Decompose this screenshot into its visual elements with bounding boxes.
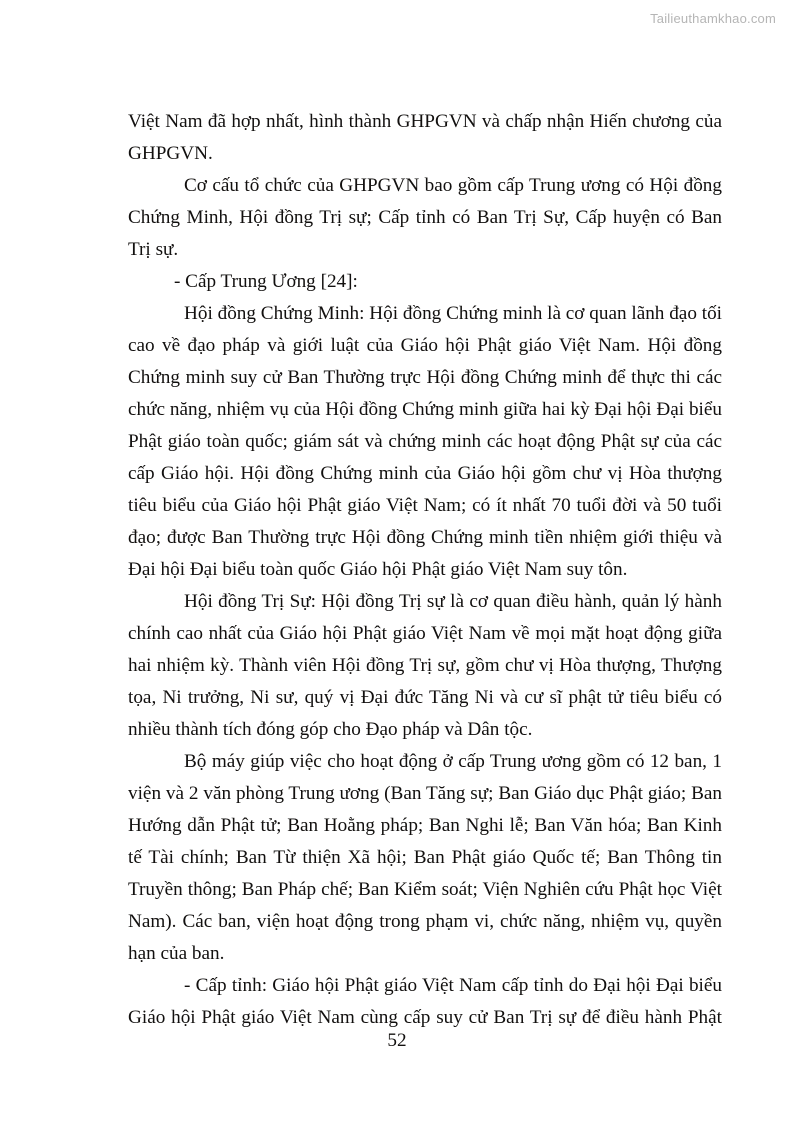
page-body-text [128, 106, 722, 1034]
paragraph-cap-tinh: - Cấp tỉnh: Giáo hội Phật giáo Việt Nam cấp tỉnh do Đại hội Đại biểu Giáo hội Phật giáo Việt Nam cùng cấp suy cử Ban Trị sự để điều hành Phật [128, 975, 722, 1028]
paragraph-ghpgvn-hop-nhat: Việt Nam đã hợp nhất, hình thành GHPGVN và chấp nhận Hiến chương của GHPGVN. [128, 111, 722, 164]
watermark-text: Tailieuthamkhao.com [650, 11, 776, 26]
page-number: 52 [387, 1030, 407, 1051]
paragraph-hoi-dong-tri-su: Hội đồng Trị Sự: Hội đồng Trị sự là cơ quan điều hành, quản lý hành chính cao nhất của Giáo hội Phật giáo Việt Nam về mọi mặt hoạt động giữa hai nhiệm kỳ. Thành viên Hội đồng Trị sự, gồm chư vị Hòa thượng, Thượng tọa, Ni trưởng, Ni sư, quý vị Đại đức Tăng Ni và cư sĩ phật tử tiêu biểu có nhiều thành tích đóng góp cho Đạo pháp và Dân tộc. [128, 591, 722, 740]
paragraph-cap-trung-uong-heading: - Cấp Trung Ương [24]: [174, 271, 358, 292]
paragraph-hoi-dong-chung-minh: Hội đồng Chứng Minh: Hội đồng Chứng minh là cơ quan lãnh đạo tối cao về đạo pháp và giới luật của Giáo hội Phật giáo Việt Nam. Hội đồng Chứng minh suy cử Ban Thường trực Hội đồng Chứng minh để thực thi các chức năng, nhiệm vụ của Hội đồng Chứng minh giữa hai kỳ Đại hội Đại biểu Phật giáo toàn quốc; giám sát và chứng minh các hoạt động Phật sự của các cấp Giáo hội. Hội đồng Chứng minh của Giáo hội gồm chư vị Hòa thượng tiêu biểu của Giáo hội Phật giáo Việt Nam; có ít nhất 70 tuổi đời và 50 tuổi đạo; được Ban Thường trực Hội đồng Chứng minh tiền nhiệm giới thiệu và Đại hội Đại biểu toàn quốc Giáo hội Phật giáo Việt Nam suy tôn. [128, 303, 722, 580]
paragraph-co-cau-to-chuc: Cơ cấu tổ chức của GHPGVN bao gồm cấp Trung ương có Hội đồng Chứng Minh, Hội đồng Trị sự; Cấp tỉnh có Ban Trị Sự, Cấp huyện có Ban Trị sự. [128, 175, 722, 260]
paragraph-bo-may-giup-viec: Bộ máy giúp việc cho hoạt động ở cấp Trung ương gồm có 12 ban, 1 viện và 2 văn phòng Trung ương (Ban Tăng sự; Ban Giáo dục Phật giáo; Ban Hướng dẫn Phật tử; Ban Hoằng pháp; Ban Nghi lễ; Ban Văn hóa; Ban Kinh tế Tài chính; Ban Từ thiện Xã hội; Ban Phật giáo Quốc tế; Ban Thông tin Truyền thông; Ban Pháp chế; Ban Kiểm soát; Viện Nghiên cứu Phật học Việt Nam). Các ban, viện hoạt động trong phạm vi, chức năng, nhiệm vụ, quyền hạn của ban. [128, 751, 722, 964]
